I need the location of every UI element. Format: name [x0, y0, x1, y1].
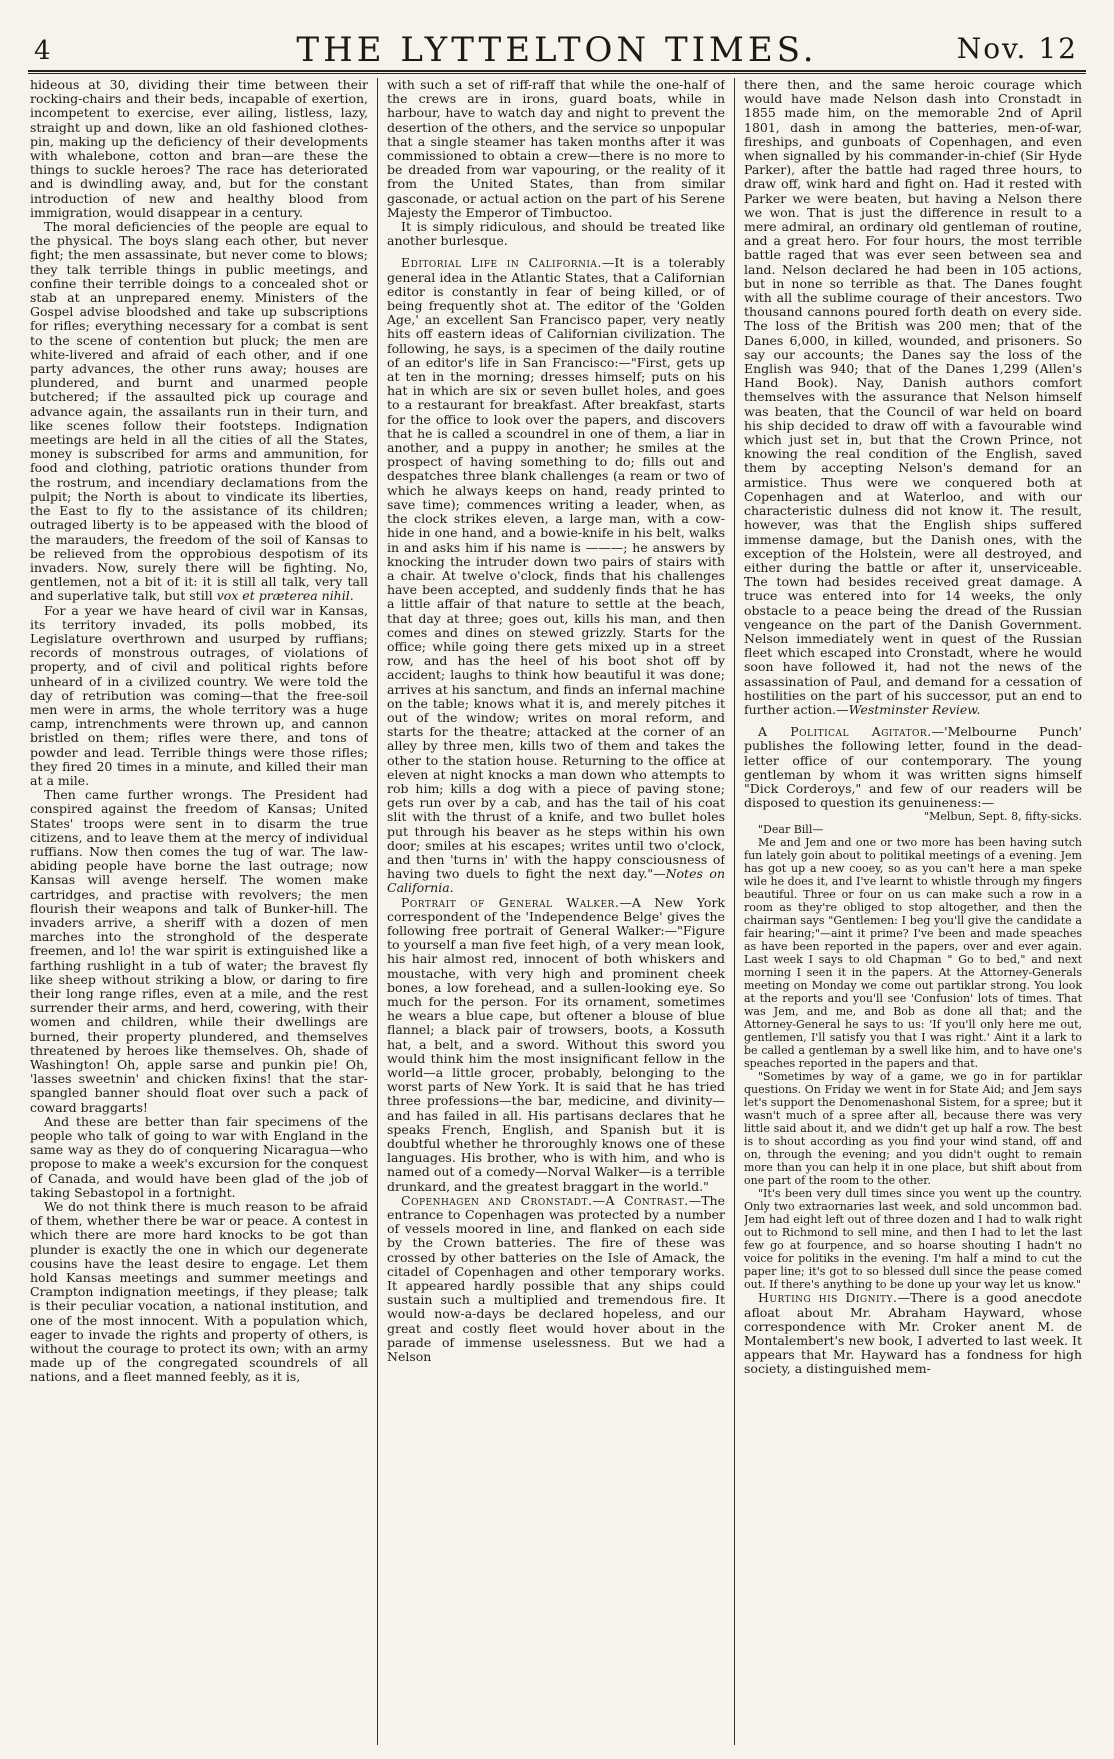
article-source: Westminster Review.	[848, 701, 981, 717]
article-body: —A New York correspondent of the 'Independence Belge' gives the following free portrait of General Walker:—"Figure to yourself a man five feet high, of a very mean look, his hair almost red, innocent of both whiskers and moustache, with very high and prominent cheek bones, a low forehead, and a sullen-looking eye. So much for the person. For its ornament, sometimes he wears a blue cape, but oftener a blouse of blue flannel; a black pair of trowsers, boots, a Kossuth hat, a belt, and a sword. Without this sword you would think him the most insignificant fellow in the world—a little grocer, probably, belonging to the worst parts of New York. It is said that he has tried three professions—the bar, medicine, and divinity—and has failed in all. His partisans declares that he speaks French, English, and Spanish but it is doubtful whether he throroughly knows one of these languages. His brother, who is with him, and who is named out of a comedy—Norval Walker—is a terrible drunkard, and the greatest braggart in the world."	[387, 894, 725, 1194]
article-columns	[30, 78, 1084, 1745]
masthead	[28, 18, 1086, 72]
article-heading: Editorial Life in California.	[401, 255, 602, 271]
column-3	[744, 78, 1082, 1745]
paragraph-text: there then, and the same heroic courage which would have made Nelson dash into Cronstadt in 1855 made him, on the memorable 2nd of April 1801, dash in among the batteries, men-of-war, fireships, and gunboats of Copenhagen, and even when signalled by his commander-in-chief (Sir Hyde Parker), after the battle had raged three hours, to draw off, wink hard and fight on. Had it rested with Parker we were beaten, but having a Nelson there we won. That is just the difference in result to a mere admiral, an ordinary old gentleman of routine, and a great hero. For four hours, the most terrible battle raged that was ever seen between sea and land. Nelson declared he had been in 105 actions, but in none so terrible as that. The Danes fought with all the sublime courage of their ancestors. Two thousand cannons poured forth death on every side. The loss of the British was 200 men; that of the Danes 6,000, in killed, wounded, and prisoners. So say our accounts; the Danes say the loss of the English was 940; that of the Danes 1,299 (Allen's Hand Book). Nay, Danish authors comfort themselves with the assurance that Nelson himself was beaten, that the Council of war held on board his ship decided to draw off with a favourable wind which just set in, but that the Crown Prince, not knowing the real condition of the English, saved them by accepting Nelson's demand for an armistice. Thus were we conquered both at Copenhagen and at Waterloo, and with our characteristic dulness did not know it. The result, however, was that the English ships suffered immense damage, but the Danish ones, with the exception of the Holstein, were all destroyed, and either during the battle or after it, unserviceable. The town had besides received great damage. A truce was entered into for 14 weeks, the only obstacle to a peace being the dread of the Russian vengeance on the part of the Danish Government. Nelson immediately went in quest of the Russian fleet which escaped into Cronstadt, where he would soon have followed it, had not the news of the assassination of Paul, and demand for a cessation of hostilities on the part of his successor, put an end to further action.—	[744, 78, 1082, 717]
article-copenhagen	[387, 1194, 725, 1364]
letter-salutation: "Dear Bill—	[758, 823, 824, 837]
article-heading: Portrait of General Walker.	[401, 894, 620, 910]
paragraph: It is simply ridiculous, and should be treated like another burlesque.	[387, 219, 725, 249]
paragraph	[30, 220, 368, 603]
paragraph: with such a set of riff-raff that while the one-half of the crews are in irons, guard boats, while in harbour, have to watch day and night to prevent the desertion of the others, and the service so unpopular that a single steamer has taken months after it was commissioned to obtain a crew—there is no more to be dreaded from war vapouring, or the reality of it from the United States, than from similar gasconade, or actual action on the part of his Serene Majesty the Emperor of Timbuctoo.	[387, 78, 725, 220]
article-political-agitator	[744, 725, 1082, 810]
article-body: —There is a good anecdote afloat about Mr. Abraham Hayward, whose correspondence with Mr. Croker anent M. de Montalembert's new book, I adverted to last week. It appears that Mr. Hayward has a fondness for high society, a distinguished mem-	[744, 1290, 1082, 1377]
article-general-walker	[387, 896, 725, 1194]
paragraph: And these are better than fair specimens of the people who talk of going to war with England in the same way as they do of conquering Nicaragua—who propose to make a week's excursion for the conquest of Canada, and would have been glad of the job of taking Sebastopol in a fortnight.	[30, 1113, 368, 1200]
article-heading: A Political Agitator.	[758, 724, 932, 740]
article-body: —It is a tolerably general idea in the Atlantic States, that a Californian editor is constantly in fear of being killed, or of being frequently shot at. The editor of the 'Golden Age,' an excellent San Francisco paper, very neatly hits off eastern ideas of Californian civilization. The following, he says, is a specimen of the daily routine of an editor's life in San Francisco:—"First, gets up at ten in the morning; dresses himself; puts on his hat in which are six or seven bullet holes, and goes to a restaurant for breakfast. After breakfast, starts for the office to look over the papers, and discovers that he is called a scoundrel in one of them, a liar in another, and a puppy in another; he smiles at the prospect of having something to do; fills out and despatches three blank challenges (a ream or two of which he always keeps on hand, ready printed to save time); commences writing a leader, when, as the clock strikes eleven, a large man, with a cow-hide in one hand, and a bowie-knife in his belt, walks in and asks him if his name is ———; he answers by knocking the intruder down two pairs of stairs with a chair. At twelve o'clock, finds that his challenges have been accepted, and suddenly finds that he has a little affair of that nature to settle at the beach, that day at three; goes out, kills his man, and then comes and dines on stewed grizzly. Starts for the office; while going there gets mixed up in a street row, and has the heel of his boot shot off by accident; laughs to think how beautiful it was done; arrives at his sanctum, and finds an infernal machine on the table; knows what it is, and merely pitches it out of the window; writes on moral reform, and starts for the theatre; attacked at the corner of an alley by three men, kills two of them and takes the other to the station house. Returning to the office at eleven at night knocks a man down who attempts to rob him; kills a dog with a piece of paving stone; gets run over by a cab, and has the tail of his coat slit with the thrust of a knife, and two bullet holes put through his beaver as he steps within his own door; smiles at his escapes; writes until two o'clock, and then 'turns in' with the happy consciousness of having two duels to fight the next day."—	[387, 255, 725, 882]
page-number: 4	[34, 36, 51, 66]
issue-date: Nov. 12	[956, 32, 1078, 65]
paragraph: We do not think there is much reason to be afraid of them, whether there be war or peace. A contest in which there are more hard knocks to be got than plunder is exactly the one in which our degenerate cousins have the least desire to engage. Let them hold Kansas meetings and summer meetings and Crampton indignation meetings, if they please; talk is their peculiar vocation, a national institution, and one of the most innocent. With a population which, eager to invade the rights and property of others, is without the courage to protect its own; with an army made up of the congregated scoundrels of all nations, and a fleet manned feebly, as it is,	[30, 1199, 368, 1385]
article-source: Notes on California.	[387, 866, 725, 896]
letter-paragraph: "Sometimes by way of a game, we go in for partiklar questions. On Friday we went in for State Aid; and Jem says let's support the Denomenashonal Sistem, for a spree; but it wasn't much of a spree after all, because there was very little said about it, and we didn't get up half a row. The best is to shout according as you find your wind stand, off and on, through the evening; and you didn't ought to remain more than you can help it in one place, but shift about from one part of the room to the other.	[744, 1070, 1082, 1188]
paragraph	[744, 78, 1082, 717]
article-heading: Hurting his Dignity.	[758, 1290, 898, 1306]
letter-paragraph: Me and Jem and one or two more has been having sutch fun lately goin about to politikal meetings of a evening. Jem has got up a new cooey, so as you can't here a man speke wile he does it, and I've learnt to whistle through my fingers beautiful. Three or four on us can make such a row in a room as they're obliged to stop altogether, and then the chairman says "Gentlemen: I beg you'll give the candidate a fair hearing;"—aint it prime? I've been and made speaches as have been reported in the papers, over and ever again. Last week I says to old Chapman " Go to bed," and next morning I seen it in the papers. At the Attorney-Generals meeting on Monday we come out partiklar strong. You look at the reports and you'll see 'Confusion' lots of times. That was Jem, and me, and Bob as done all that; and the Attorney-General he says to us: 'If you'll only here me out, gentlemen, I'll satisfy you that I was right.' Aint it a lark to be called a gentleman by a swell like him, and to have one's speaches reported in the papers and that.	[744, 836, 1082, 1071]
quoted-letter	[744, 810, 1082, 1291]
article-heading: Copenhagen and Cronstadt.—A Contrast.	[401, 1192, 689, 1208]
article-body: —'Melbourne Punch' publishes the following letter, found in the dead-letter office of our contemporary. The young gentleman by whom it was written signs himself "Dick Corderoys," and few of our readers will be disposed to question its genuineness:—	[744, 724, 1082, 811]
newspaper-title: THE LYTTELTON TIMES.	[296, 30, 818, 70]
paragraph: hideous at 30, dividing their time between their rocking-chairs and their beds, incapable of exertion, incompetent to exercise, ever ailing, listless, lazy, straight up and down, like an old fashioned clothes-pin, making up the deficiency of their developments with whalebone, cotton and bran—are these the things to suckle heroes? The race has deteriorated and is dwindling away, and, but for the constant introduction of new and healthy blood from immigration, would disappear in a century.	[30, 78, 368, 220]
article-editorial-life	[387, 256, 725, 895]
column-divider	[377, 78, 378, 1745]
letter-paragraph: "It's been very dull times since you went up the country. Only two extraornaries last week, and sold uncommon bad. Jem had eight left out of three dozen and I had to walk right out to Richmond to sell mine, and then I had to let the last few go at fourpence, and so hoarse shouting I hadn't no voice for politiks in the evening. I'm half a mind to cut the paper line; it's got to so blessed dull since the pease comed out. If there's anything to be done up your way let us know."	[744, 1187, 1082, 1292]
latin-phrase: vox et præterea nihil.	[216, 588, 354, 604]
column-1	[30, 78, 368, 1745]
paragraph: Then came further wrongs. The President had conspired against the freedom of Kansas; United States' troops were sent in to disarm the true citizens, and to leave them at the mercy of individual ruffians. Now then comes the tug of war. The law-abiding people have borne the last outrage; now Kansas will avenge herself. The women make cartridges, and practise with revolvers; the men flourish their weapons and talk of Bunker-hill. The invaders arrive, a sheriff with a dozen of men marches into the stronghold of the desperate freemen, and lo! the war spirit is extinguished like a farthing rushlight in a tub of water; the bravest fly like sheep without striking a blow, or daring to fire their long range rifles, even at a mile, and the rest surrender their arms, and herd, cowering, with their women and children, while their dwellings are burned, their property plundered, and themselves threatened by heroes like themselves. Oh, shade of Washington! Oh, apple sarse and punkin pie! Oh, 'lasses sweetnin' and chicken fixins! that the star-spangled banner should float over such a pack of coward braggarts!	[30, 787, 368, 1115]
paragraph: For a year we have heard of civil war in Kansas, its territory invaded, its polls mobbed, its Legislature overthrown and usurped by ruffians; records of monstrous outrages, of violations of property, and of civil and political rights before unheard of in a civilized country. We were told the day of retribution was coming—that the free-soil men were in arms, the whole territory was a huge camp, intrenchments were thrown up, and cannon bristled on them; rifles were there, and tons of powder and lead. Terrible things were those rifles; they fired 20 times in a minute, and killed their man at a mile.	[30, 602, 368, 788]
column-divider	[734, 78, 735, 1745]
letter-dateline: "Melbun, Sept. 8, fifty-sicks.	[924, 810, 1082, 824]
article-hurting-dignity	[744, 1291, 1082, 1376]
masthead-rule	[28, 73, 1086, 74]
paragraph-text: The moral deficiencies of the people are equal to the physical. The boys slang each other, but never fight; the men assassinate, but never come to blows; they talk terrible things in public meetings, and confine their terrible doings to a concealed shot or stab at an unprepared enemy. Ministers of the Gospel advise bloodshed and take up subscriptions for rifles; everything necessary for a combat is sent to the scene of contention but pluck; the men are white-livered and afraid of each other, and if one party advances, the other runs away; houses are plundered, and burnt and unarmed people butchered; if the assaulted pick up courage and advance again, the assailants run in their turn, and like scenes follow their footsteps. Indignation meetings are held in all the cities of all the States, money is subscribed for arms and ammunition, for food and clothing, patriotic orations thunder from the rostrum, and incendiary declamations from the pulpit; the North is about to vindicate its liberties, the East to fly to the assistance of its children; outraged liberty is to be appeased with the blood of the marauders, the freedom of the soil of Kansas to be relieved from the opprobious despotism of its invaders. Now, surely there will be fighting. No, gentlemen, not a bit of it: it is still all talk, very tall and superlative talk, but still	[30, 219, 368, 604]
article-body: —The entrance to Copenhagen was protected by a number of vessels moored in line, and flanked on each side by the Crown batteries. The fire of these was crossed by other batteries on the Isle of Amack, the citadel of Copenhagen and other temporary works. It appeared hardly possible that any ships could sustain such a multiplied and tremendous fire. It would now-a-days be declared hopeless, and our great and costly fleet would hover about in the parade of immense uselessness. But we had a Nelson	[387, 1192, 725, 1365]
column-2	[387, 78, 725, 1745]
